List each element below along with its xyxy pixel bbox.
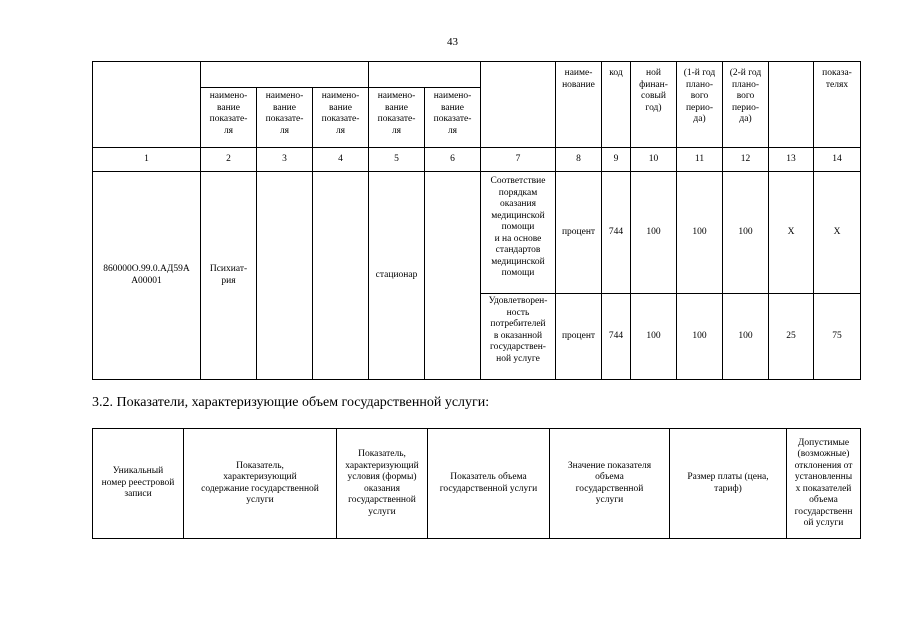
empty-cell [257,172,313,380]
unit-code: 744 [602,294,631,380]
column-number: 9 [602,148,631,172]
unit-name: процент [556,172,602,294]
table1-data-row [93,172,861,294]
page-number: 43 [447,36,458,48]
table1-header-group-content [201,62,369,88]
table1-subheader: наимено- вание показате- ля [313,88,369,148]
table1-header-cell-7 [481,62,556,148]
unit-name: процент [556,294,602,380]
unit-code: 744 [602,172,631,294]
column-number: 4 [313,148,369,172]
table2-header-volume-value: Значение показателя объема государственной услуги [550,429,670,539]
table1-header-plan-year-1: (1-й год плано- вого перио- да) [677,62,723,148]
value-plan-year-2: 100 [723,172,769,294]
volume-indicators-table [92,428,861,539]
service-condition: стационар [369,172,425,380]
table1-subheader: наимено- вание показате- ля [425,88,481,148]
value-current-year: 100 [631,294,677,380]
empty-cell [313,172,369,380]
table1-header-current-year: ной финан- совый год) [631,62,677,148]
column-number: 2 [201,148,257,172]
table1-header-cell-1 [93,62,201,148]
empty-cell [425,172,481,380]
column-number: 3 [257,148,313,172]
indicator-name: Удовлетворен- ность потребителей в оказанной государствен- ной услуге [481,294,556,380]
column-number: 6 [425,148,481,172]
table1-header-row [93,62,861,88]
table2-header-row [93,429,861,539]
column-number: 10 [631,148,677,172]
table1-header-abs-deviation: показа- телях [814,62,861,148]
section-title: 3.2. Показатели, характеризующие объем государственной услуги: [92,395,490,410]
value-plan-year-1: 100 [677,172,723,294]
table1-header-unit-code: код [602,62,631,148]
table2-header-volume-indicator: Показатель объема государственной услуги [428,429,550,539]
table1-header-group-condition [369,62,481,88]
column-number: 14 [814,148,861,172]
deviation-percent: Х [769,172,814,294]
table1-number-row [93,148,861,172]
registry-number: 860000О.99.0.АД59А А00001 [93,172,201,380]
indicator-name: Соответствие порядкам оказания медицинской помощи и на основе стандартов медицинской помощи [481,172,556,294]
deviation-absolute: 75 [814,294,861,380]
column-number: 1 [93,148,201,172]
column-number: 8 [556,148,602,172]
value-plan-year-1: 100 [677,294,723,380]
table1-header-plan-year-2: (2-й год плано- вого перио- да) [723,62,769,148]
value-current-year: 100 [631,172,677,294]
column-number: 11 [677,148,723,172]
value-plan-year-2: 100 [723,294,769,380]
table2-header-fee: Размер платы (цена, тариф) [670,429,787,539]
table2-header-deviations: Допустимые (возможные) отклонения от установленны х показателей объема государственн ой услуги [787,429,861,539]
deviation-absolute: Х [814,172,861,294]
table2-header-conditions: Показатель, характеризующий условия (формы) оказания государственной услуги [337,429,428,539]
column-number: 13 [769,148,814,172]
deviation-percent: 25 [769,294,814,380]
table2-header-registry-number: Уникальный номер реестровой записи [93,429,184,539]
table1-subheader: наимено- вание показате- ля [201,88,257,148]
table1-subheader: наимено- вание показате- ля [257,88,313,148]
column-number: 12 [723,148,769,172]
service-content: Психиат- рия [201,172,257,380]
quality-indicators-table [92,61,861,380]
column-number: 5 [369,148,425,172]
column-number: 7 [481,148,556,172]
table1-header-cell-13 [769,62,814,148]
table1-subheader: наимено- вание показате- ля [369,88,425,148]
table2-header-content: Показатель, характеризующий содержание государственной услуги [184,429,337,539]
table1-header-unit-name: наиме- нование [556,62,602,148]
